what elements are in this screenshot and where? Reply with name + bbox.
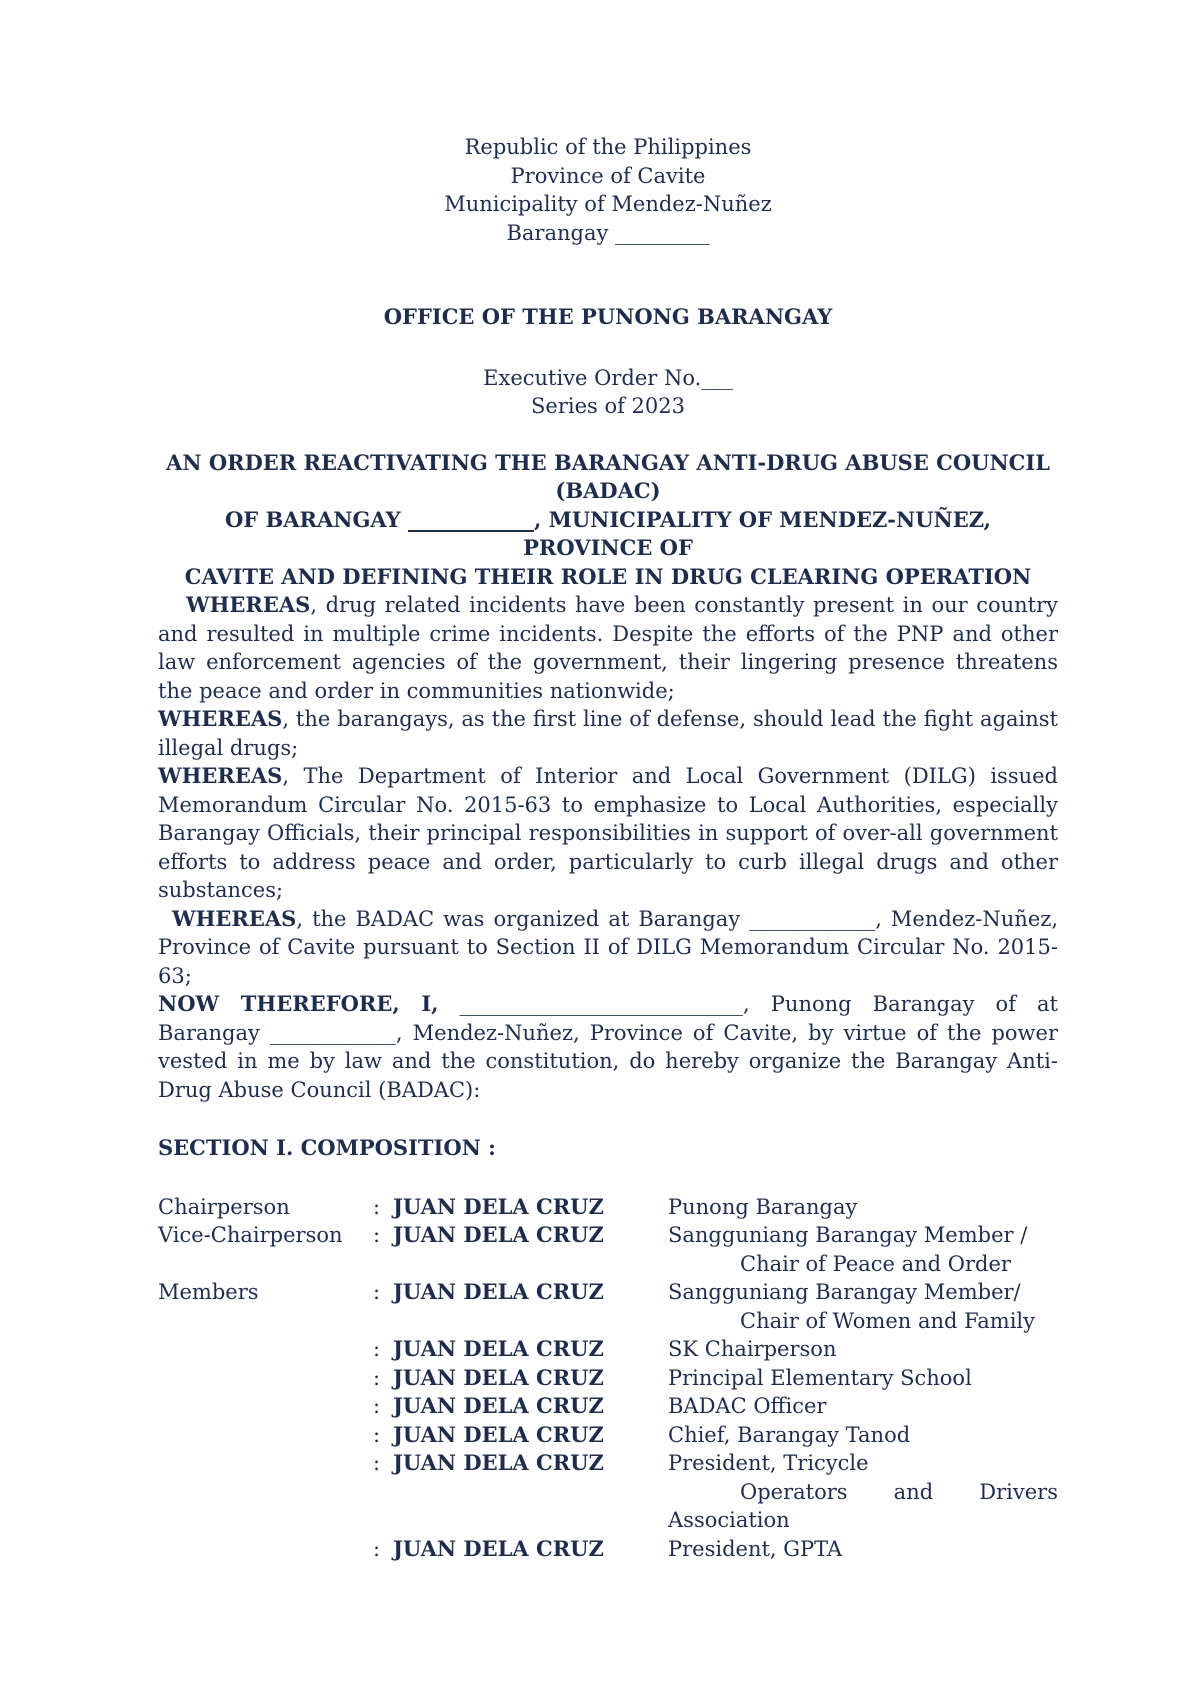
whereas-clause-1 — [158, 591, 1058, 705]
member-position: President, GPTA — [668, 1536, 843, 1561]
member-name: JUAN DELA CRUZ — [393, 1535, 604, 1561]
clause-lead: NOW THEREFORE, I, — [158, 991, 439, 1016]
composition-table — [158, 1193, 1058, 1564]
order-series: Series of 2023 — [531, 394, 685, 418]
position-line: Sangguniang Barangay Member / — [668, 1223, 1028, 1247]
role-label — [158, 1421, 373, 1450]
member-name: JUAN DELA CRUZ — [393, 1421, 604, 1447]
member-name: JUAN DELA CRUZ — [393, 1193, 604, 1219]
member-name: JUAN DELA CRUZ — [393, 1364, 604, 1390]
member-name: JUAN DELA CRUZ — [393, 1393, 604, 1418]
whereas-clause-3 — [158, 762, 1058, 905]
colon-separator: : — [373, 1422, 381, 1447]
role-label — [158, 1364, 373, 1393]
office-title: OFFICE OF THE PUNONG BARANGAY — [383, 304, 833, 329]
order-title-line-1: AN ORDER REACTIVATING THE BARANGAY ANTI-DRUG ABUSE COUNCIL (BADAC) — [166, 449, 1050, 503]
composition-row — [158, 1221, 1058, 1278]
member-name: JUAN DELA CRUZ — [393, 1450, 604, 1475]
clause-text: , drug related incidents have been constantly present in our country and resulted in multiple crime incidents. Despite the efforts of the PNP and other law enforcement agencies of the government, their lingering presence threatens the peace and order in communities nationwide; — [158, 593, 1058, 703]
member-position — [668, 1449, 1058, 1535]
order-number-block — [158, 364, 1058, 421]
member-position: BADAC Officer — [668, 1394, 827, 1418]
header-barangay: Barangay _________ — [506, 220, 710, 245]
clause-text: , the barangays, as the first line of defense, should lead the fight against illegal drugs; — [158, 707, 1058, 760]
role-label — [158, 1335, 373, 1364]
colon-separator: : — [373, 1451, 381, 1475]
member-position — [668, 1278, 1058, 1335]
member-position: SK Chairperson — [668, 1337, 837, 1361]
header-republic: Republic of the Philippines — [464, 135, 752, 159]
composition-row — [158, 1535, 1058, 1564]
colon-separator: : — [373, 1365, 381, 1390]
whereas-clause-4 — [158, 905, 1058, 991]
role-label: Chairperson — [158, 1194, 290, 1219]
order-number: Executive Order No.___ — [483, 365, 733, 390]
composition-row — [158, 1193, 1058, 1222]
whereas-clause-2 — [158, 705, 1058, 762]
member-position: Chief, Barangay Tanod — [668, 1422, 911, 1447]
clause-text: , the BADAC was organized at Barangay ____________, Mendez-Nuñez, Province of Cavite pursuant to Section II of DILG Memorandum Circular No. 2015-63; — [158, 906, 1058, 988]
colon-separator: : — [373, 1394, 381, 1418]
role-label — [158, 1449, 373, 1535]
clause-text: , The Department of Interior and Local Government (DILG) issued Memorandum Circular No. 2015-63 to emphasize to Local Authorities, especially Barangay Officials, their principal responsibilities in support of over-all government efforts to address peace and order, particularly to curb illegal drugs and other substances; — [158, 764, 1058, 902]
order-title-line-2: OF BARANGAY ____________, MUNICIPALITY OF MENDEZ-NUÑEZ, PROVINCE OF — [225, 506, 991, 560]
composition-row — [158, 1421, 1058, 1450]
composition-row — [158, 1335, 1058, 1364]
colon-separator: : — [373, 1536, 381, 1561]
role-label — [158, 1392, 373, 1421]
clause-lead: WHEREAS — [158, 706, 283, 731]
section-1-heading: SECTION I. COMPOSITION : — [158, 1135, 496, 1160]
member-name: JUAN DELA CRUZ — [393, 1279, 604, 1304]
member-name: JUAN DELA CRUZ — [393, 1222, 604, 1247]
colon-separator: : — [373, 1223, 381, 1247]
clause-text: ___________________________, Punong Barangay of at Barangay ____________, Mendez-Nuñez, Province of Cavite, by virtue of the power vested in me by law and the constitution, do hereby organize the Barangay Anti-Drug Abuse Council (BADAC): — [158, 992, 1058, 1102]
document-header — [158, 133, 1058, 247]
clause-lead: WHEREAS — [186, 592, 311, 617]
role-label: Members — [158, 1280, 259, 1304]
header-province: Province of Cavite — [510, 163, 706, 188]
clause-lead: WHEREAS — [158, 763, 283, 788]
composition-row — [158, 1364, 1058, 1393]
position-line: Chair of Peace and Order — [740, 1251, 1011, 1276]
now-therefore-clause — [158, 990, 1058, 1104]
member-position — [668, 1221, 1058, 1278]
position-line: Chair of Women and Family — [740, 1308, 1036, 1333]
composition-row — [158, 1392, 1058, 1421]
position-line: President, Tricycle — [668, 1451, 869, 1475]
composition-row — [158, 1449, 1058, 1535]
member-position: Punong Barangay — [668, 1194, 858, 1219]
position-line: Operators and Drivers — [740, 1479, 1058, 1504]
member-name: JUAN DELA CRUZ — [393, 1336, 604, 1361]
position-line: Association — [668, 1508, 790, 1532]
colon-separator: : — [373, 1280, 381, 1304]
order-title-line-3: CAVITE AND DEFINING THEIR ROLE IN DRUG CLEARING OPERATION — [184, 563, 1032, 589]
member-position: Principal Elementary School — [668, 1365, 972, 1390]
document-content — [158, 133, 1058, 1563]
clause-lead: WHEREAS — [172, 905, 297, 931]
colon-separator: : — [373, 1337, 381, 1361]
position-line: Sangguniang Barangay Member/ — [668, 1280, 1021, 1304]
header-municipality: Municipality of Mendez-Nuñez — [444, 192, 772, 216]
composition-row — [158, 1278, 1058, 1335]
role-label: Vice-Chairperson — [158, 1223, 343, 1247]
order-title — [158, 449, 1058, 592]
colon-separator: : — [373, 1194, 381, 1219]
role-label — [158, 1535, 373, 1564]
